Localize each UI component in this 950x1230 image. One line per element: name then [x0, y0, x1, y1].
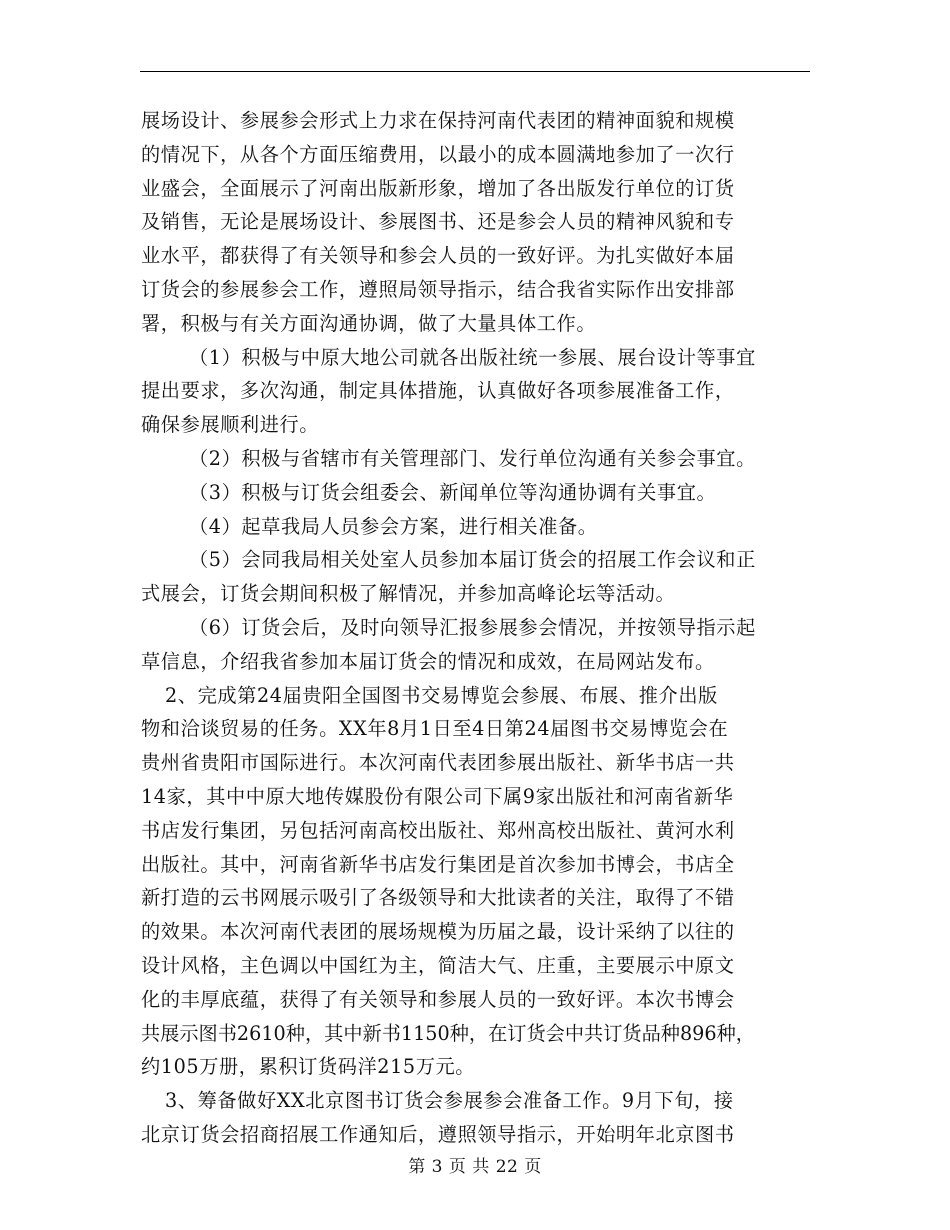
body-line: 及销售，无论是展场设计、参展图书、还是参会人员的精神风貌和专 [141, 210, 735, 234]
header-rule [140, 71, 810, 72]
body-line: （6）订货会后，及时向领导汇报参展参会情况，并按领导指示起 [189, 615, 756, 639]
body-line: 出版社。其中，河南省新华书店发行集团是首次参加书博会，书店全 [141, 852, 735, 876]
body-line: （2）积极与省辖市有关管理部门、发行单位沟通有关参会事宜。 [189, 446, 756, 470]
body-line: 贵州省贵阳市国际进行。本次河南代表团参展出版社、新华书店一共 [141, 751, 735, 775]
body-line: 物和洽谈贸易的任务。XX年8月1日至4日第24届图书交易博览会在 [141, 717, 729, 741]
body-line: （3）积极与订货会组委会、新闻单位等沟通协调有关事宜。 [189, 480, 717, 504]
body-line: （1）积极与中原大地公司就各出版社统一参展、展台设计等事宜 [189, 345, 756, 369]
body-line: 书店发行集团，另包括河南高校出版社、郑州高校出版社、黄河水利 [141, 818, 735, 842]
body-line: 提出要求，多次沟通，制定具体措施，认真做好各项参展准备工作， [141, 379, 735, 403]
body-line: 业水平，都获得了有关领导和参会人员的一致好评。为扎实做好本届 [141, 244, 735, 268]
body-line: 确保参展顺利进行。 [141, 413, 320, 437]
body-line: 2、完成第24届贵阳全国图书交易博览会参展、布展、推介出版 [165, 683, 718, 707]
body-line: 新打造的云书网展示吸引了各级领导和大批读者的关注，取得了不错 [141, 886, 735, 910]
body-line: 3、筹备做好XX北京图书订货会参展参会准备工作。9月下旬，接 [165, 1089, 734, 1113]
body-line: 的效果。本次河南代表团的展场规模为历届之最，设计采纳了以往的 [141, 920, 735, 944]
body-line: 化的丰厚底蕴，获得了有关领导和参展人员的一致好评。本次书博会 [141, 987, 735, 1011]
body-line: 设计风格，主色调以中国红为主，简洁大气、庄重，主要展示中原文 [141, 953, 735, 977]
body-line: 北京订货会招商招展工作通知后，遵照领导指示，开始明年北京图书 [141, 1122, 735, 1146]
page-footer: 第 3 页 共 22 页 [408, 1157, 542, 1177]
document-body [141, 104, 811, 1152]
body-line: 的情况下，从各个方面压缩费用，以最小的成本圆满地参加了一次行 [141, 142, 735, 166]
body-line: 式展会，订货会期间积极了解情况，并参加高峰论坛等活动。 [141, 582, 676, 606]
body-line: 14家，其中中原大地传媒股份有限公司下属9家出版社和河南省新华 [141, 784, 734, 808]
body-line: 业盛会，全面展示了河南出版新形象，增加了各出版发行单位的订货 [141, 176, 735, 200]
body-line: 展场设计、参展参会形式上力求在保持河南代表团的精神面貌和规模 [141, 109, 735, 132]
body-line: 草信息，介绍我省参加本届订货会的情况和成效，在局网站发布。 [141, 649, 715, 673]
body-line: （5）会同我局相关处室人员参加本届订货会的招展工作会议和正 [189, 548, 756, 572]
body-line: 署，积极与有关方面沟通协调，做了大量具体工作。 [141, 311, 597, 335]
body-line: 约105万册，累积订货码洋215万元。 [141, 1055, 476, 1079]
body-line: 订货会的参展参会工作，遵照局领导指示，结合我省实际作出安排部 [141, 277, 735, 301]
body-line: 共展示图书2610种，其中新书1150种，在订货会中共订货品种896种， [141, 1021, 755, 1045]
body-line: （4）起草我局人员参会方案，进行相关准备。 [189, 514, 598, 538]
